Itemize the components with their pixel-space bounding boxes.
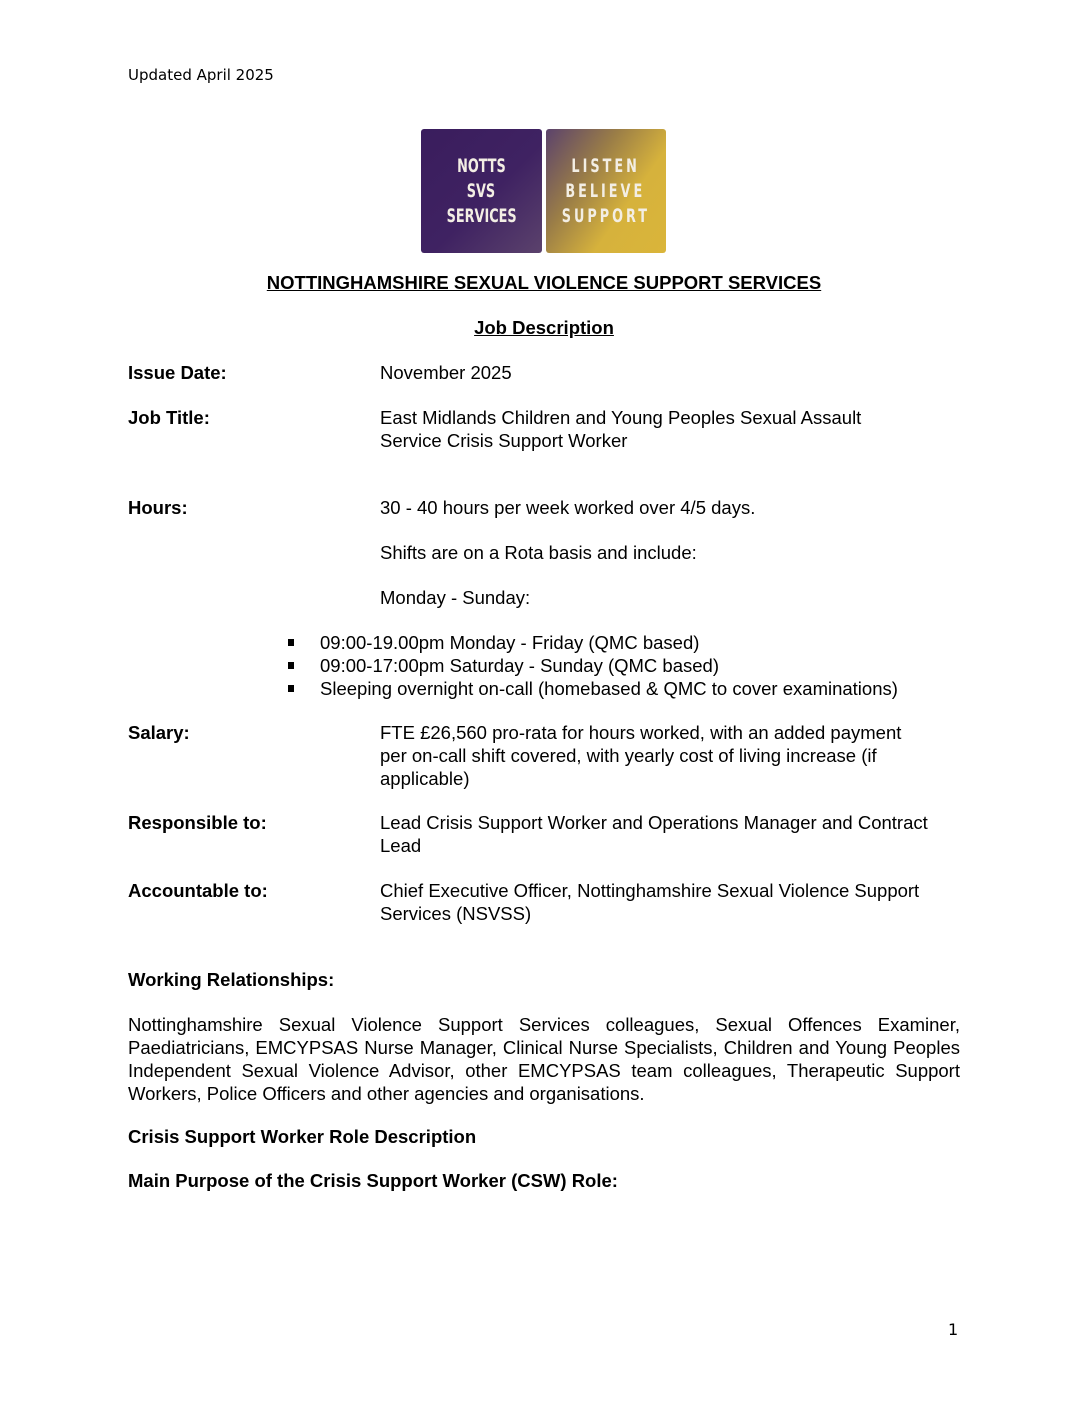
salary-line: FTE £26,560 pro-rata for hours worked, with an added payment — [380, 722, 902, 743]
hours-line: 30 - 40 hours per week worked over 4/5 days. — [380, 497, 756, 518]
job-title-label: Job Title: — [128, 407, 210, 428]
responsible-to-value — [380, 811, 962, 857]
salary-label: Salary: — [128, 722, 190, 743]
salary-value — [380, 721, 962, 790]
shift-text: 09:00-17:00pm Saturday - Sunday (QMC based) — [320, 655, 719, 676]
logo-text: NOTTS — [456, 154, 506, 177]
notts-svs-logo — [421, 129, 666, 253]
job-title-line: Service Crisis Support Worker — [380, 430, 628, 451]
job-title-line: East Midlands Children and Young Peoples Sexual Assault — [380, 407, 862, 428]
logo-text: BELIEVE — [565, 179, 646, 202]
shift-text: 09:00-19.00pm Monday - Friday (QMC based) — [320, 632, 700, 653]
accountable-to-line: Services (NSVSS) — [380, 903, 532, 924]
issue-date-label: Issue Date: — [128, 362, 227, 383]
accountable-to-line: Chief Executive Officer, Nottinghamshire Sexual Violence Support — [380, 880, 920, 901]
hours-label: Hours: — [128, 497, 188, 518]
salary-line: per on-call shift covered, with yearly cost of living increase (if — [380, 745, 877, 766]
accountable-to-value — [380, 879, 962, 925]
document-title: Job Description — [474, 317, 614, 338]
issue-date-value: November 2025 — [380, 362, 512, 383]
logo-text: SVS — [467, 179, 496, 202]
role-description-heading: Crisis Support Worker Role Description — [128, 1126, 477, 1147]
hours-line: Shifts are on a Rota basis and include: — [380, 542, 697, 563]
organisation-title: NOTTINGHAMSHIRE SEXUAL VIOLENCE SUPPORT SERVICES — [266, 272, 822, 293]
shift-text: Sleeping overnight on-call (homebased & QMC to cover examinations) — [320, 678, 898, 699]
shift-item — [288, 677, 898, 700]
logo-left-tile — [421, 129, 542, 253]
shift-item — [288, 631, 898, 654]
logo-text: SUPPORT — [561, 204, 650, 227]
square-bullet-icon — [288, 662, 294, 669]
working-relationships-text: Nottinghamshire Sexual Violence Support Services colleagues, Sexual Offences Examiner, Paediatricians, EMCYPSAS Nurse Manager, Clinical Nurse Specialists, Children and Young Peoples Independent Sexual Violence Advisor, other EMCYPSAS team colleagues, Therapeutic Support Workers, Police Officers and other agencies and organisations. — [128, 1014, 960, 1104]
job-title-value — [380, 406, 962, 452]
main-purpose-heading: Main Purpose of the Crisis Support Worker (CSW) Role: — [128, 1170, 618, 1191]
hours-value — [380, 496, 962, 609]
responsible-to-line: Lead Crisis Support Worker and Operations Manager and Contract — [380, 812, 928, 833]
logo-text: LISTEN — [571, 154, 640, 177]
hours-line: Monday - Sunday: — [380, 587, 531, 608]
logo-text: SERVICES — [446, 204, 517, 227]
square-bullet-icon — [288, 685, 294, 692]
page-number: 1 — [948, 1320, 959, 1339]
accountable-to-label: Accountable to: — [128, 880, 268, 901]
updated-date-header: Updated April 2025 — [128, 66, 274, 84]
shift-item — [288, 654, 898, 677]
square-bullet-icon — [288, 639, 294, 646]
responsible-to-line: Lead — [380, 835, 422, 856]
salary-line: applicable) — [380, 768, 470, 789]
logo-right-tile — [546, 129, 667, 253]
shift-list — [288, 631, 898, 700]
working-relationships-heading: Working Relationships: — [128, 969, 335, 990]
responsible-to-label: Responsible to: — [128, 812, 267, 833]
